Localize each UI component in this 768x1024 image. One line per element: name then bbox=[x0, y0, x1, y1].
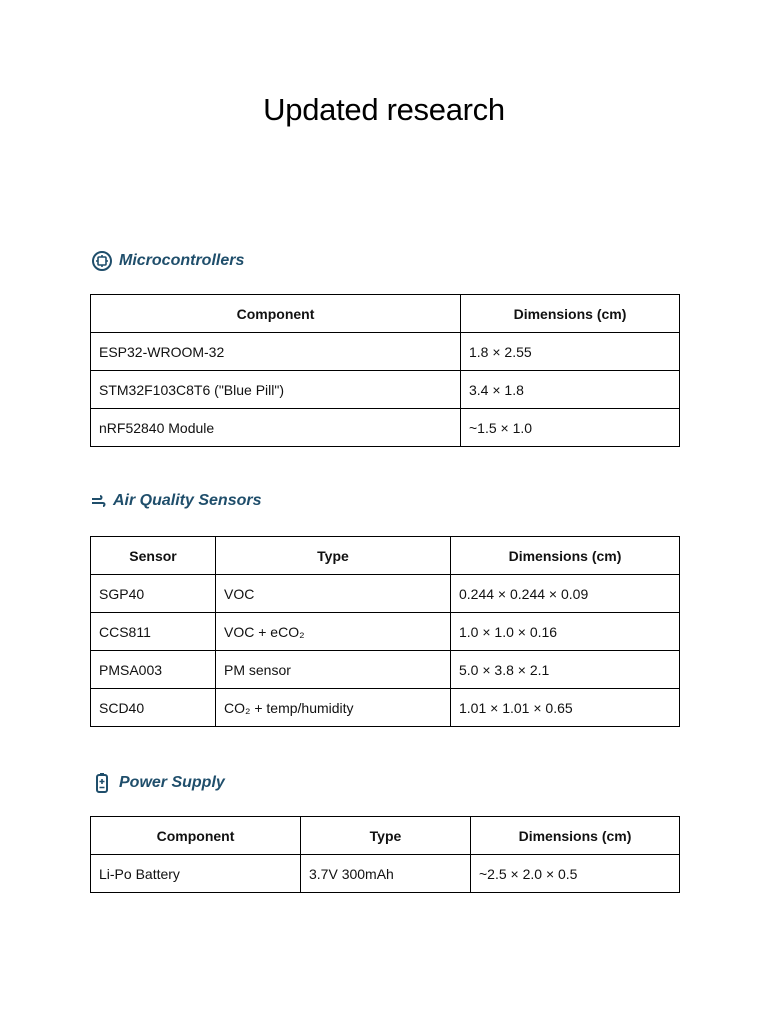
table-cell: SGP40 bbox=[91, 575, 216, 613]
table-cell: PM sensor bbox=[216, 651, 451, 689]
column-header: Component bbox=[91, 295, 461, 333]
table-header-row bbox=[91, 817, 680, 855]
table-row bbox=[91, 333, 680, 371]
column-header: Type bbox=[301, 817, 471, 855]
section-heading-label: Microcontrollers bbox=[119, 252, 245, 269]
table-row bbox=[91, 371, 680, 409]
table-row bbox=[91, 651, 680, 689]
table-cell: STM32F103C8T6 ("Blue Pill") bbox=[91, 371, 461, 409]
table-cell: ~2.5 × 2.0 × 0.5 bbox=[471, 855, 680, 893]
table-cell: ~1.5 × 1.0 bbox=[461, 409, 680, 447]
table-cell: nRF52840 Module bbox=[91, 409, 461, 447]
table-cell: CCS811 bbox=[91, 613, 216, 651]
table-cell: VOC bbox=[216, 575, 451, 613]
table-header-row bbox=[91, 295, 680, 333]
table-cell: 1.8 × 2.55 bbox=[461, 333, 680, 371]
section-heading-power-supply bbox=[91, 772, 225, 794]
table-header-row bbox=[91, 537, 680, 575]
wind-icon bbox=[91, 493, 107, 509]
column-header: Component bbox=[91, 817, 301, 855]
table-row bbox=[91, 613, 680, 651]
column-header: Sensor bbox=[91, 537, 216, 575]
table-cell: 1.0 × 1.0 × 0.16 bbox=[451, 613, 680, 651]
table-row bbox=[91, 689, 680, 727]
table-cell: Li-Po Battery bbox=[91, 855, 301, 893]
table-cell: 1.01 × 1.01 × 0.65 bbox=[451, 689, 680, 727]
battery-icon bbox=[91, 772, 113, 794]
table-row bbox=[91, 855, 680, 893]
section-heading-label: Power Supply bbox=[119, 774, 225, 791]
column-header: Dimensions (cm) bbox=[451, 537, 680, 575]
table-cell: CO₂ + temp/humidity bbox=[216, 689, 451, 727]
table-cell: PMSA003 bbox=[91, 651, 216, 689]
column-header: Dimensions (cm) bbox=[471, 817, 680, 855]
cpu-chip-icon bbox=[91, 250, 113, 272]
section-heading-microcontrollers bbox=[91, 250, 244, 272]
page-title: Updated research bbox=[263, 92, 505, 127]
table-cell: ESP32-WROOM-32 bbox=[91, 333, 461, 371]
section-heading-air-quality bbox=[91, 492, 262, 510]
table-cell: SCD40 bbox=[91, 689, 216, 727]
microcontrollers-table bbox=[90, 294, 680, 447]
table-row bbox=[91, 409, 680, 447]
column-header: Dimensions (cm) bbox=[461, 295, 680, 333]
table-cell: VOC + eCO₂ bbox=[216, 613, 451, 651]
table-row bbox=[91, 575, 680, 613]
section-heading-label: Air Quality Sensors bbox=[113, 492, 262, 509]
table-cell: 3.7V 300mAh bbox=[301, 855, 471, 893]
table-cell: 5.0 × 3.8 × 2.1 bbox=[451, 651, 680, 689]
power-supply-table bbox=[90, 816, 680, 893]
table-cell: 3.4 × 1.8 bbox=[461, 371, 680, 409]
column-header: Type bbox=[216, 537, 451, 575]
air-quality-table bbox=[90, 536, 680, 727]
table-cell: 0.244 × 0.244 × 0.09 bbox=[451, 575, 680, 613]
